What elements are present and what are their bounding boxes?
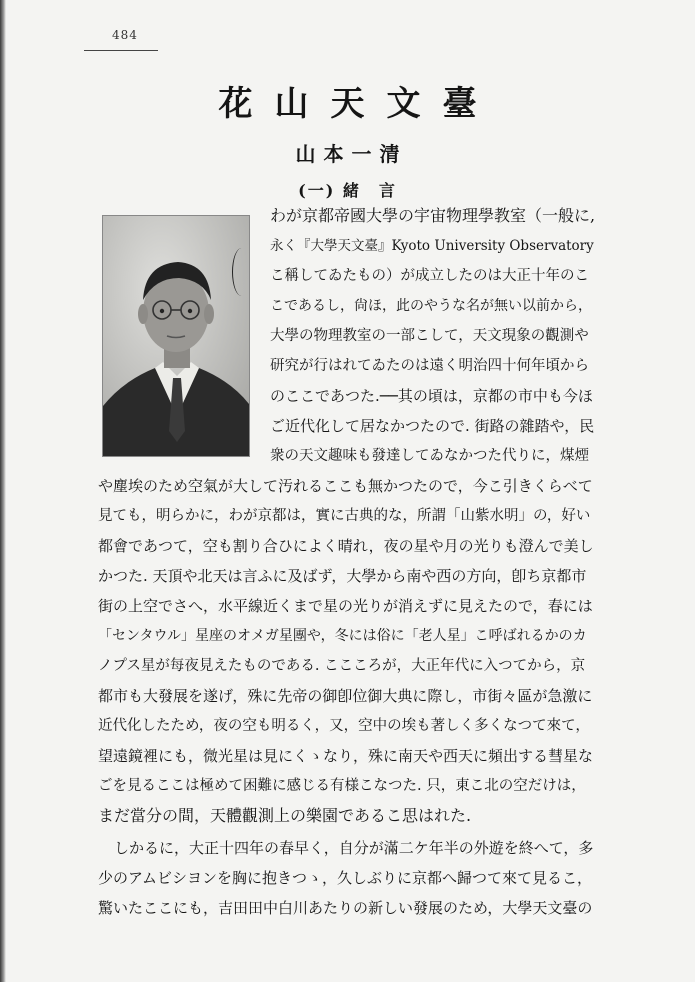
text-line: 街の上空でさへ，水平線近くまで星の光りが消えずに見えたので，春には xyxy=(98,597,593,615)
text-line: 研究が行はれてゐたのは遠く明治四十何年頃から xyxy=(270,358,589,374)
author-portrait xyxy=(102,215,250,457)
text-line: ご近代化して居なかつたので. 街路の雜踏や，民 xyxy=(270,417,595,435)
text-line: しかるに，大正十四年の春早く，自分が滿二ケ年半の外遊を終へて，多 xyxy=(114,839,594,857)
article-title: 花山天文臺 xyxy=(218,84,499,124)
text-line: 都市も大發展を遂げ，殊に先帝の御卽位御大典に際し，市街々區が急激に xyxy=(98,687,593,705)
text-line: 都會であつて，空も割り合ひによく晴れ，夜の星や月の光りも澄んで美し xyxy=(98,537,594,555)
text-line: 望遠鏡裡にも，微光星は見にくゝなり，殊に南天や西天に頻出する彗星な xyxy=(98,747,594,765)
handwritten-bracket-mark xyxy=(232,248,251,296)
text-line: 驚いたここにも，吉田田中白川あたりの新しい發展のため，大學天文臺の xyxy=(98,899,593,917)
text-line: わが京都帝國大學の宇宙物理學教室（一般に, xyxy=(270,206,596,225)
text-line: まだ當分の間，天體觀測上の樂園であるこ思はれた. xyxy=(98,806,472,825)
text-line: 大學の物理教室の一部こして，天文現象の觀測や xyxy=(270,328,589,344)
text-line: こであるし，尙ほ，此のやうな名が無い以前から， xyxy=(270,298,592,314)
text-line: や塵埃のため空氣が大して汚れるここも無かつたので，今こ引きくらべて xyxy=(98,477,593,495)
text-line: のここであつた.──其の頃は，京都の市中も今ほ xyxy=(270,387,593,405)
text-line: 少のアムビシヨンを胸に抱きつゝ，久しぶりに京都へ歸つて來て見るこ， xyxy=(98,869,592,887)
page-number: 484 xyxy=(112,28,138,42)
text-line: 永く『大學天文臺』Kyoto University Observatory xyxy=(270,238,594,254)
section-heading: (一) 緒 言 xyxy=(298,181,397,200)
text-line: 衆の天文趣味も發達してゐなかつた代りに，煤煙 xyxy=(270,448,589,464)
text-line: ごを見るここは極めて困難に感じる有様こなつた. 只，東こ北の空だけは， xyxy=(98,778,586,794)
text-line: 近代化したため，夜の空も明るく，又，空中の埃も著しく多くなつて來て， xyxy=(98,718,590,734)
portrait-photo xyxy=(103,216,249,456)
author-name: 山本一清 xyxy=(295,142,408,166)
header-rule xyxy=(84,50,158,51)
text-line: かつた. 天頂や北天は言ふに及ばず，大學から南や西の方向，卽ち京都市 xyxy=(98,567,587,585)
text-line: ノプス星が每夜見えたものである. ここころが，大正年代に入つてから，京 xyxy=(98,658,586,674)
text-line: 見ても，明らかに，わが京都は，實に古典的な，所謂「山紫水明」の，好い xyxy=(98,508,591,524)
text-line: 「センタウル」星座のオメガ星團や，冬には俗に「老人星」こ呼ばれるかのカ xyxy=(98,628,587,644)
text-line: こ稱してゐたもの）が成立したのは大正十年のこ xyxy=(270,268,589,284)
